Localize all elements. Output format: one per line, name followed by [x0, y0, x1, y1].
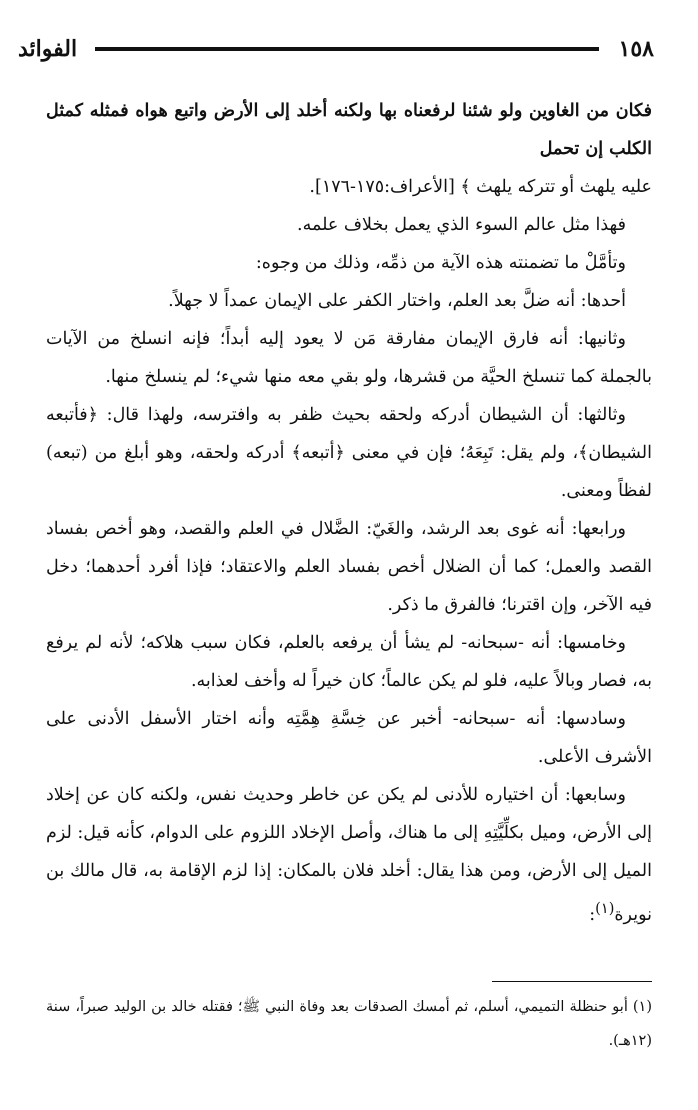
paragraph-9-text: وسابعها: أن اختياره للأدنى لم يكن عن خاطر وحديث نفس، ولكنه كان عن إخلاد إلى الأرض، وميل بكلِّيَّتِهِ إلى ما هناك، وأصل الإخلاد اللزوم على الدوام، كأنه قيل: لزم الميل إلى الأرض، ومن هذا يقال: أخلد فلان بالمكان: إذا لزم الإقامة به، قال مالك بن نويرة: [46, 785, 652, 925]
page-number: ١٥٨: [618, 36, 654, 62]
paragraph-4: وثانيها: أنه فارق الإيمان مفارقة مَن لا يعود إليه أبداً؛ فإنه انسلخ من الآيات بالجملة كما تنسلخ الحيَّة من قشرها، ولو بقي معه منها شيء؛ لم ينسلخ منها.: [46, 329, 652, 387]
paragraph-8: وسادسها: أنه -سبحانه- أخبر عن خِسَّةِ هِمَّتِه وأنه اختار الأسفل الأدنى على الأشرف الأعلى.: [46, 709, 652, 767]
paragraph-1: فهذا مثل عالم السوء الذي يعمل بخلاف علمه.: [297, 215, 626, 235]
page-header: [18, 32, 654, 66]
paragraph-3: أحدها: أنه ضلَّ بعد العلم، واختار الكفر على الإيمان عمداً لا جهلاً.: [168, 291, 626, 311]
paragraph-9: [46, 776, 652, 934]
quran-verse-line-2: عليه يلهث أو تتركه يلهث ﴾ [الأعراف:١٧٥-١٧٦].: [309, 177, 652, 197]
paragraph-9-end: :: [589, 904, 596, 925]
footnote-reference: (١): [595, 900, 615, 917]
paragraph-7: وخامسها: أنه -سبحانه- لم يشأ أن يرفعه بالعلم، فكان سبب هلاكه؛ لأنه لم يرفع به، فصار وبالاً عليه، فلو لم يكن عالماً؛ كان خيراً له وأخف لعذابه.: [46, 633, 652, 691]
footnote-separator: [492, 981, 652, 982]
footnote: (١) أبو حنظلة التميمي، أسلم، ثم أمسك الصدقات بعد وفاة النبي ﷺ؛ فقتله خالد بن الوليد صبراً، سنة (١٢هـ).: [46, 999, 652, 1049]
main-text: [46, 92, 652, 934]
paragraph-6: ورابعها: أنه غوى بعد الرشد، والغَيّ: الضَّلال في العلم والقصد، وهو أخص بفساد القصد والعمل؛ كما أن الضلال أخص بفساد العلم والاعتقاد؛ فإذا أفرد أحدهما؛ دخل فيه الآخر، وإن اقترنا؛ فالفرق ما ذكر.: [46, 519, 652, 615]
paragraph-5: وثالثها: أن الشيطان أدركه ولحقه بحيث ظفر به وافترسه، ولهذا قال: ﴿فأتبعه الشيطان﴾، ولم يقل: تَبِعَهُ؛ فإن في معنى ﴿أتبعه﴾ أدركه ولحقه، وهو أبلغ من (تبعه) لفظاً ومعنى.: [46, 405, 652, 501]
book-title: الفوائد: [18, 36, 78, 62]
quran-verse-line-1: فكان من الغاوين ولو شئنا لرفعناه بها ولكنه أخلد إلى الأرض واتبع هواه فمثله كمثل الكلب إن تحمل: [46, 101, 652, 159]
paragraph-2: وتأمَّلْ ما تضمنته هذه الآية من ذمِّه، وذلك من وجوه:: [255, 253, 626, 273]
header-rule: [95, 47, 598, 51]
